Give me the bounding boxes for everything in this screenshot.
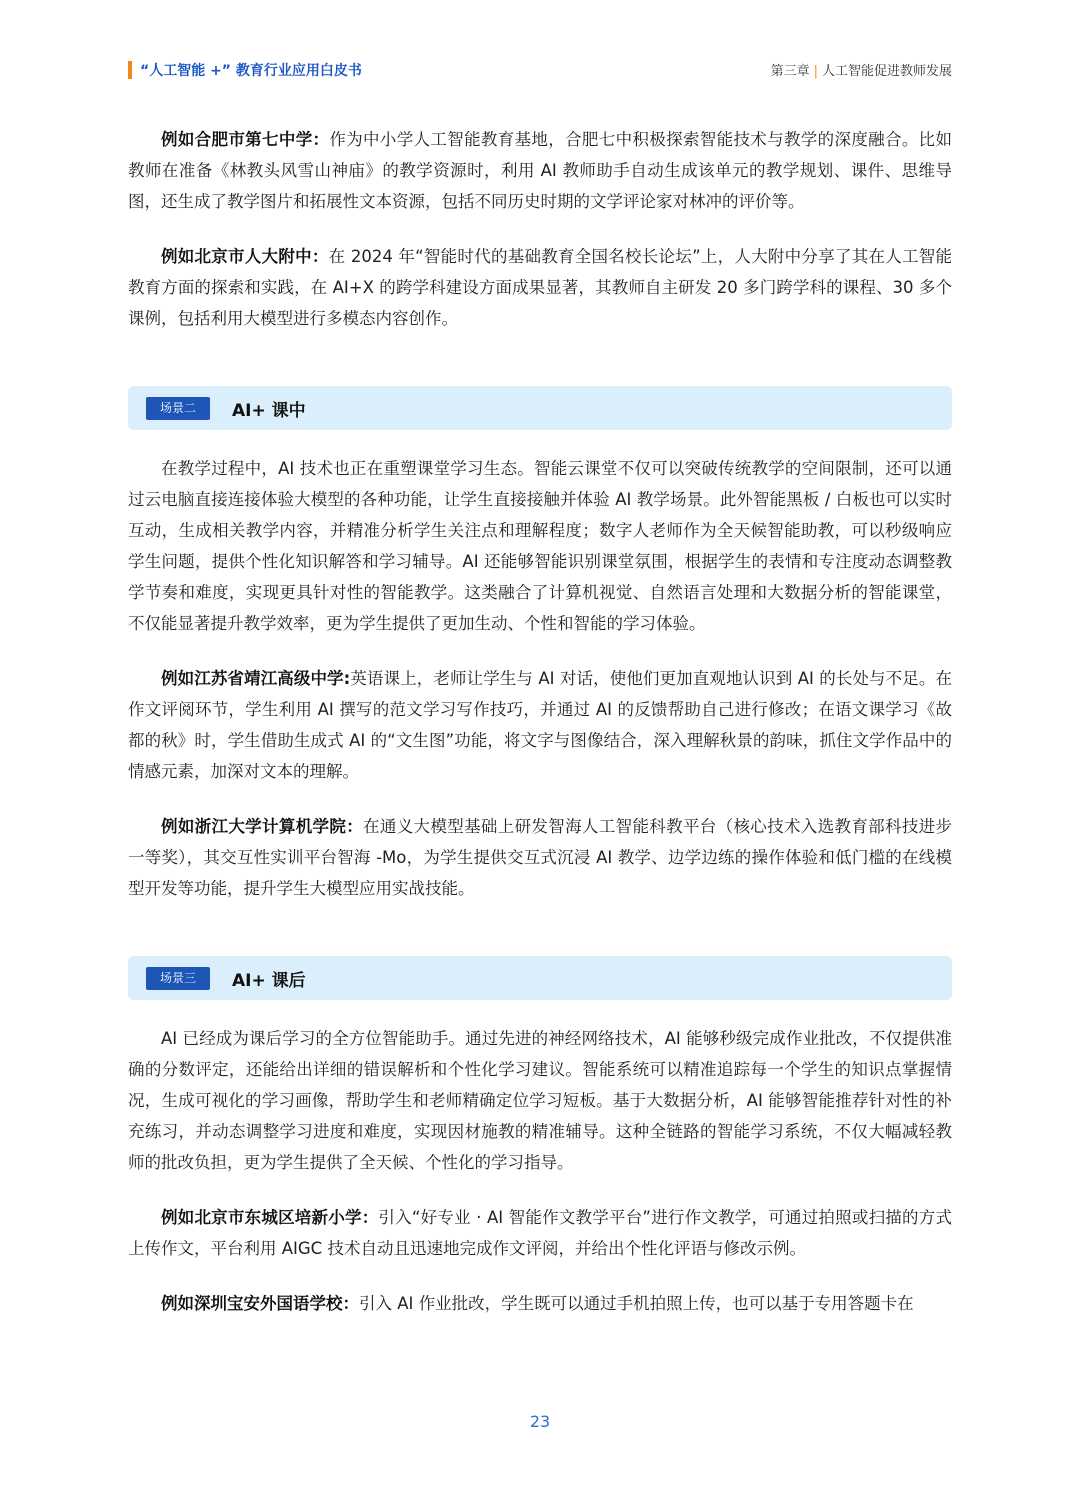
paragraph-baoan [128,1288,952,1319]
chapter-number: 第三章 [770,64,810,79]
scene-title: AI+ 课后 [232,971,306,991]
page-content [128,124,952,1319]
paragraph-zju [128,811,952,904]
example-lead: 例如合肥市第七中学： [161,130,330,149]
paragraph-text: 在教学过程中，AI 技术也正在重塑课堂学习生态。智能云课堂不仅可以突破传统教学的空间限制，还可以通过云电脑直接连接体验大模型的各种功能，让学生直接接触并体验 AI 教学场景。此外智能黑板 / 白板也可以实时互动，生成相关教学内容，并精准分析学生关注点和理解程度；数字人老师作为全天候智能助教，可以秒级响应学生问题，提供个性化知识解答和学习辅导。AI 还能够智能识别课堂氛围，根据学生的表情和专注度动态调整教学节奏和难度，实现更具针对性的智能教学。这类融合了计算机视觉、自然语言处理和大数据分析的智能课堂，不仅能显著提升教学效率，更为学生提供了更加生动、个性和智能的学习体验。 [128,459,952,633]
paragraph-text: AI 已经成为课后学习的全方位智能助手。通过先进的神经网络技术，AI 能够秒级完成作业批改，不仅提供准确的分数评定，还能给出详细的错误解析和个性化学习建议。智能系统可以精准追踪每一个学生的知识点掌握情况，生成可视化的学习画像，帮助学生和老师精确定位学习短板。基于大数据分析，AI 能够智能推荐针对性的补充练习，并动态调整学习进度和难度，实现因材施教的精准辅导。这种全链路的智能学习系统，不仅大幅减轻教师的批改负担，更为学生提供了全天候、个性化的学习指导。 [128,1029,952,1172]
example-lead: 例如北京市东城区培新小学： [161,1208,379,1227]
paragraph-jingjiang [128,663,952,787]
scene-title: AI+ 课中 [232,401,306,421]
paragraph-text: 引入 AI 作业批改，学生既可以通过手机拍照上传，也可以基于专用答题卡在 [359,1294,914,1313]
page-header [128,56,952,84]
page-number: 23 [529,1412,551,1431]
chapter-divider: | [813,64,818,79]
scene-tag: 场景二 [146,397,210,420]
document-title: “人工智能 +” 教育行业应用白皮书 [140,63,362,79]
paragraph-rdfz [128,241,952,334]
paragraph-text: 在通义大模型基础上研发智海人工智能科教平台（核心技术入选教育部科技进步一等奖），其交互性实训平台智海 -Mo，为学生提供交互式沉浸 AI 教学、边学边练的操作体验和低门槛的在线模型开发等功能，提升学生大模型应用实战技能。 [128,817,953,898]
paragraph-text: 英语课上，老师让学生与 AI 对话，使他们更加直观地认识到 AI 的长处与不足。在作文评阅环节，学生利用 AI 撰写的范文学习写作技巧，并通过 AI 的反馈帮助自己进行修改；在语文课学习《故都的秋》时，学生借助生成式 AI 的“文生图”功能，将文字与图像结合，深入理解秋景的韵味，抓住文学作品中的情感元素，加深对文本的理解。 [128,669,952,781]
scene-tag: 场景三 [146,967,210,990]
example-lead: 例如江苏省靖江高级中学: [161,669,351,688]
paragraph-after-class [128,1023,952,1178]
paragraph-hefei [128,124,952,217]
example-lead: 例如深圳宝安外国语学校： [161,1294,359,1313]
header-accent-bar [128,61,132,79]
example-lead: 例如北京市人大附中： [161,247,329,266]
chapter-title: 人工智能促进教师发展 [821,64,952,79]
paragraph-peixin [128,1202,952,1264]
scene-header-2 [128,386,952,430]
paragraph-text: 在 2024 年“智能时代的基础教育全国名校长论坛”上，人大附中分享了其在人工智能教育方面的探索和实践，在 AI+X 的跨学科建设方面成果显著，其教师自主研发 20 多门跨学科的课程、30 多个课例，包括利用大模型进行多模态内容创作。 [128,247,953,328]
paragraph-text: 引入“好专业 · AI 智能作文教学平台”进行作文教学，可通过拍照或扫描的方式上传作文，平台利用 AIGC 技术自动且迅速地完成作文评阅，并给出个性化评语与修改示例。 [128,1208,953,1258]
scene-header-3 [128,956,952,1000]
example-lead: 例如浙江大学计算机学院： [161,817,364,836]
paragraph-text: 作为中小学人工智能教育基地，合肥七中积极探索智能技术与教学的深度融合。比如教师在准备《林教头风雪山神庙》的教学资源时，利用 AI 教师助手自动生成该单元的教学规划、课件、思维导图，还生成了教学图片和拓展性文本资源，包括不同历史时期的文学评论家对林冲的评价等。 [128,130,953,211]
paragraph-in-class [128,453,952,639]
chapter-label [771,60,952,79]
